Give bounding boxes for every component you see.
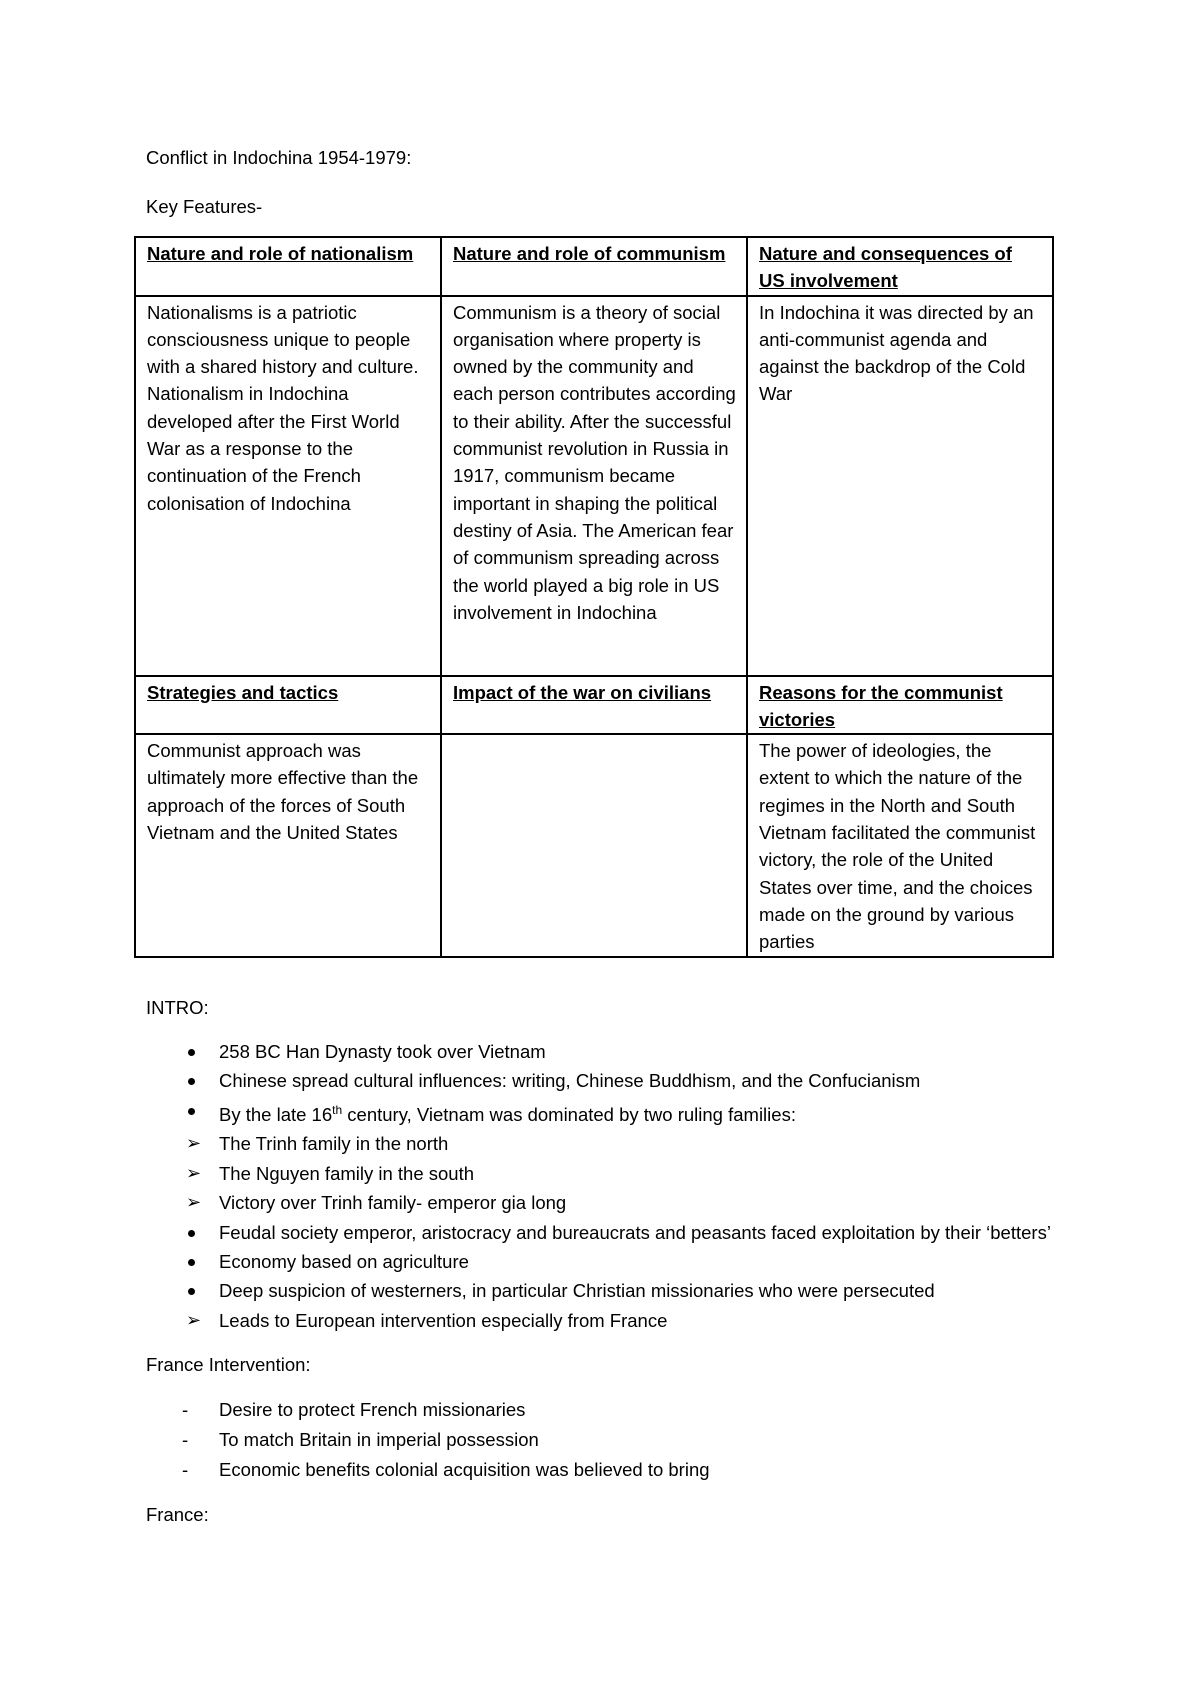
- list-item: - To match Britain in imperial possession: [146, 1425, 1066, 1455]
- list-item: ➢ The Nguyen family in the south: [146, 1159, 1066, 1188]
- list-item: Feudal society emperor, aristocracy and bureaucrats and peasants faced exploitation by their ‘betters’: [146, 1218, 1066, 1247]
- bullet-icon: [188, 1259, 195, 1266]
- cell-communism: Communism is a theory of social organisation where property is owned by the community and each person contributes according to their ability. After the successful communist revolution in Russia in 1917, communism became important in shaping the political destiny of Asia. The American fear of communism spreading across the world played a big role in US involvement in Indochina: [441, 296, 747, 676]
- notes-content: [146, 993, 1066, 1530]
- list-item: By the late 16th century, Vietnam was dominated by two ruling families: ➢ The Trinh family in the north ➢ The Nguyen family in the south ➢ Victory over Trinh family- emperor gia long: [146, 1096, 1066, 1218]
- intro-list: [146, 1037, 1066, 1335]
- header-us-involvement: Nature and consequences of US involvement: [747, 237, 1053, 296]
- list-item: Economy based on agriculture: [146, 1247, 1066, 1276]
- list-item: ➢ The Trinh family in the north: [146, 1129, 1066, 1158]
- dash-bullet: -: [182, 1399, 189, 1421]
- bullet-icon: [188, 1078, 195, 1085]
- bullet-icon: [188, 1049, 195, 1056]
- header-nationalism: Nature and role of nationalism: [135, 237, 441, 296]
- intro-heading: INTRO:: [146, 997, 209, 1018]
- key-features-table: [134, 236, 1054, 958]
- list-item: Deep suspicion of westerners, in particular Christian missionaries who were persecuted ➢ Leads to European intervention especially from France: [146, 1276, 1066, 1335]
- table-header-row: [135, 676, 1053, 735]
- arrow-bullet-icon: ➢: [186, 1309, 202, 1330]
- bullet-icon: [188, 1108, 195, 1115]
- bullet-icon: [188, 1230, 195, 1237]
- france-intervention-heading: France Intervention:: [146, 1354, 311, 1376]
- list-item: ➢ Leads to European intervention especially from France: [146, 1306, 1066, 1335]
- header-communist-victories: Reasons for the communist victories: [747, 676, 1053, 735]
- list-item: 258 BC Han Dynasty took over Vietnam: [146, 1037, 1066, 1066]
- header-communism: Nature and role of communism: [441, 237, 747, 296]
- header-strategies: Strategies and tactics: [135, 676, 441, 735]
- cell-strategies: Communist approach was ultimately more effective than the approach of the forces of South Vietnam and the United States: [135, 734, 441, 956]
- arrow-bullet-icon: ➢: [186, 1192, 202, 1213]
- header-impact-civilians: Impact of the war on civilians: [441, 676, 747, 735]
- table-row: [135, 734, 1053, 956]
- arrow-bullet-icon: ➢: [186, 1162, 202, 1183]
- table-header-row: [135, 237, 1053, 296]
- cell-impact-civilians: [441, 734, 747, 956]
- list-item: - Economic benefits colonial acquisition was believed to bring: [146, 1455, 1066, 1485]
- cell-us-involvement: In Indochina it was directed by an anti-communist agenda and against the backdrop of the Cold War: [747, 296, 1053, 676]
- france-intervention-list: [146, 1395, 1066, 1485]
- cell-communist-victories: The power of ideologies, the extent to which the nature of the regimes in the North and South Vietnam facilitated the communist victory, the role of the United States over time, and the choices made on the ground by various parties: [747, 734, 1053, 956]
- list-item: ➢ Victory over Trinh family- emperor gia long: [146, 1188, 1066, 1217]
- ruling-families-sublist: [146, 1129, 1066, 1217]
- france-heading: France:: [146, 1504, 209, 1526]
- cell-nationalism: Nationalisms is a patriotic consciousness unique to people with a shared history and culture. Nationalism in Indochina developed after the First World War as a response to the continuation of the French colonisation of Indochina: [135, 296, 441, 676]
- bullet-icon: [188, 1288, 195, 1295]
- document-title: Conflict in Indochina 1954-1979:: [146, 147, 412, 168]
- dash-bullet: -: [182, 1459, 189, 1481]
- table-row: [135, 296, 1053, 676]
- list-item: - Desire to protect French missionaries: [146, 1395, 1066, 1425]
- dash-bullet: -: [182, 1429, 189, 1451]
- arrow-bullet-icon: ➢: [186, 1133, 202, 1154]
- intervention-sublist: [146, 1306, 1066, 1335]
- key-features-label: Key Features-: [146, 196, 263, 217]
- list-item: Chinese spread cultural influences: writing, Chinese Buddhism, and the Confucianism: [146, 1066, 1066, 1095]
